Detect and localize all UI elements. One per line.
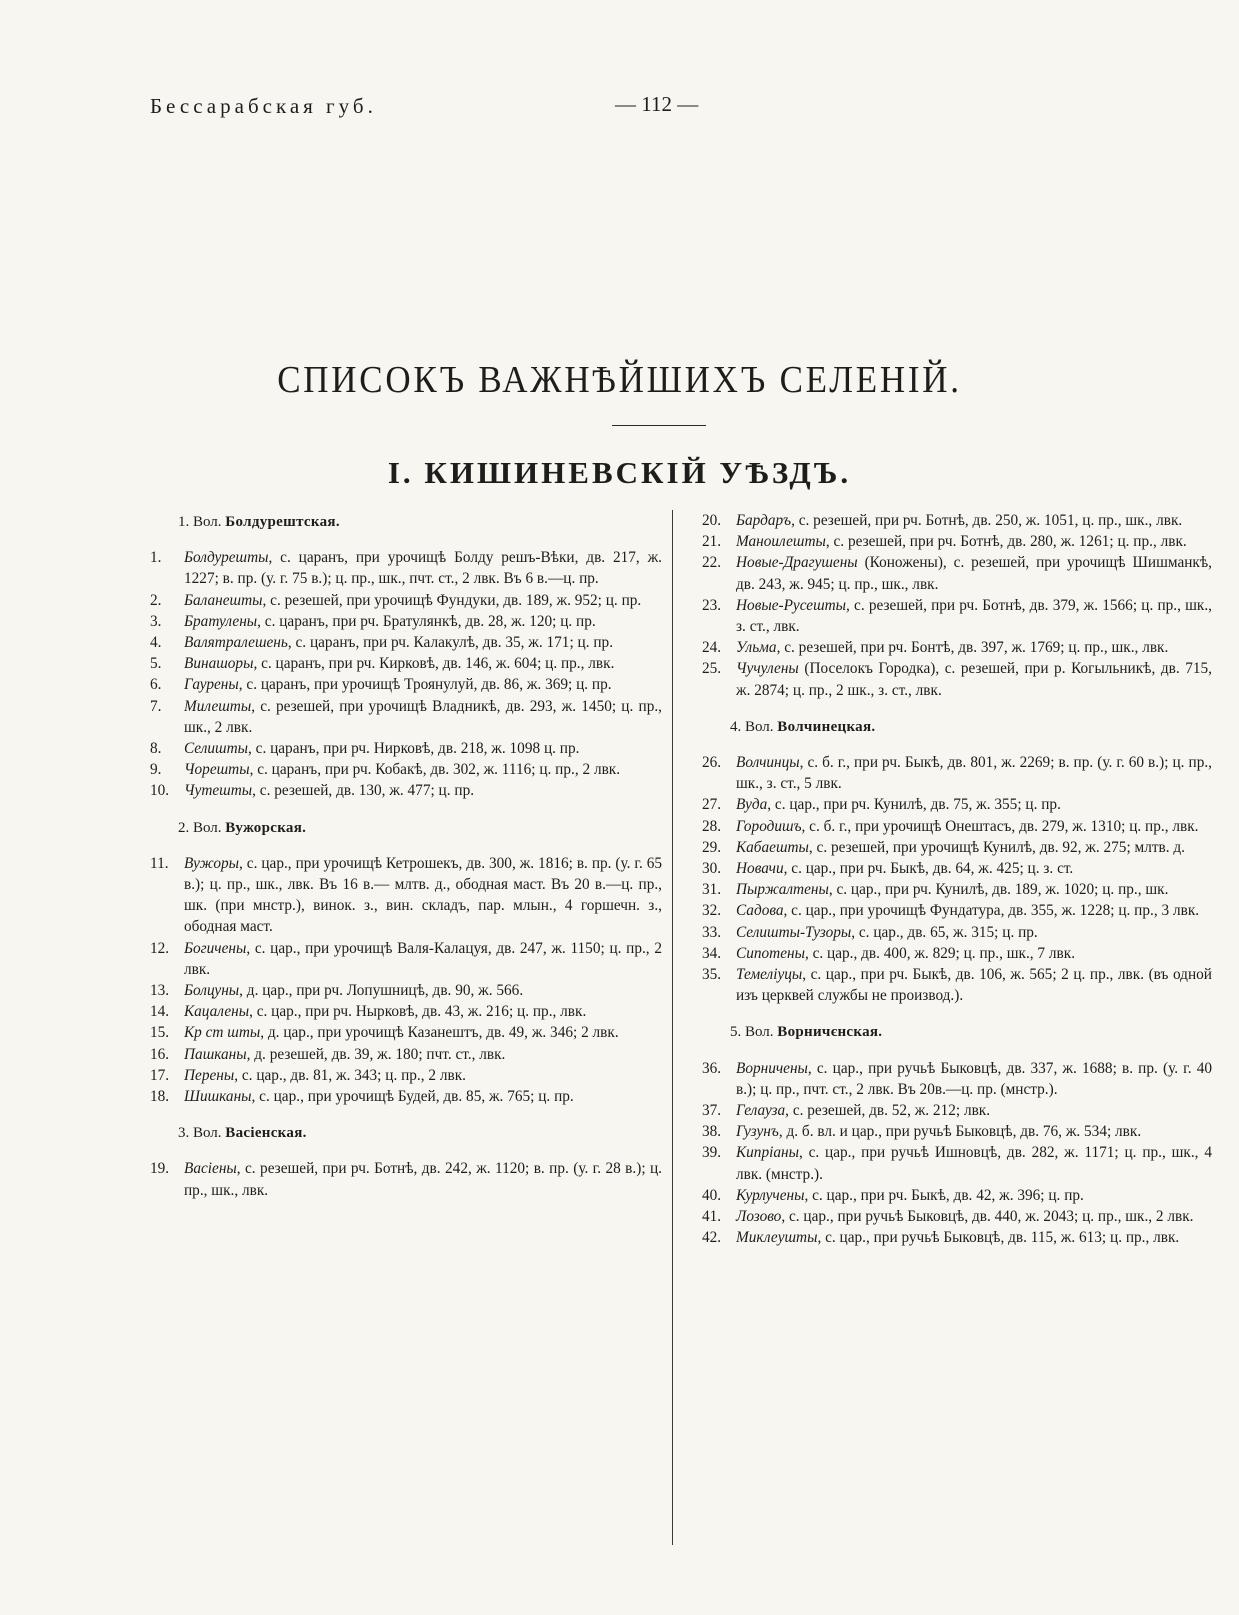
settlement-entry bbox=[150, 1158, 662, 1200]
settlement-details: , с. цар., при рч. Быкѣ, дв. 42, ж. 396; ц. пр. bbox=[804, 1186, 1084, 1204]
settlement-entry bbox=[702, 922, 1212, 943]
settlement-entry bbox=[702, 658, 1212, 700]
settlement-details: , с. цар., дв. 65, ж. 315; ц. пр. bbox=[851, 923, 1038, 941]
settlement-details: , с. царанъ, при рч. Кобакѣ, дв. 302, ж. 1116; ц. пр., 2 лвк. bbox=[249, 761, 621, 779]
volost-number: 5. Вол. bbox=[730, 1024, 778, 1041]
volost-name: Ворничєнская. bbox=[777, 1024, 883, 1041]
settlement-entry bbox=[702, 595, 1212, 637]
settlement-name: Кабаешты bbox=[736, 838, 809, 856]
settlement-name: Новые-Русешты, bbox=[736, 596, 850, 614]
entry-number: 29. bbox=[702, 838, 722, 856]
entry-number: 18. bbox=[150, 1088, 170, 1106]
settlement-entry bbox=[702, 1185, 1212, 1206]
entry-number: 7. bbox=[150, 697, 162, 715]
settlement-details: , с. цар., при ручьѣ Быковцѣ, дв. 440, ж. 2043; ц. пр., шк., 2 лвк. bbox=[781, 1208, 1194, 1226]
volost-heading bbox=[150, 512, 662, 533]
settlement-name: Селишты-Тузоры bbox=[736, 923, 852, 941]
settlement-entry bbox=[150, 674, 662, 695]
settlement-name: Милешты bbox=[184, 697, 252, 715]
settlement-details: , с. цар., при урочищѣ Кетрошекъ, дв. 300, ж. 1816; в. пр. (у. г. 65 в.); ц. пр., шк., лвк. Въ 16 в.— млтв. д., ободная маст. Въ 20 в.—ц. пр., шк. (при мнстр.), винок. з., вин. складъ, пар. млын., 4 горшечн. з., ободная маст. bbox=[184, 854, 662, 936]
settlement-entry bbox=[150, 547, 662, 589]
entry-number: 17. bbox=[150, 1066, 170, 1084]
settlement-details: , д. б. вл. и цар., при ручьѣ Быковцѣ, дв. 76, ж. 534; лвк. bbox=[778, 1123, 1142, 1141]
settlement-entry bbox=[702, 900, 1212, 921]
entry-number: 33. bbox=[702, 923, 722, 941]
settlement-details: (Поселокъ Городка), с. резешей, при р. Когыльникѣ, дв. 715, ж. 2874; ц. пр., 2 шк., з. ст., лвк. bbox=[736, 660, 1212, 699]
entry-number: 32. bbox=[702, 902, 722, 920]
settlement-name: Лозово bbox=[736, 1208, 782, 1226]
volost-name: Васіенская. bbox=[225, 1125, 307, 1142]
settlement-entry bbox=[702, 794, 1212, 815]
settlement-entry bbox=[702, 752, 1212, 794]
settlement-entry bbox=[150, 1001, 662, 1022]
volost-number: 3. Вол. bbox=[178, 1125, 226, 1142]
volost-name: Болдурештская. bbox=[225, 514, 340, 530]
settlement-name: Кр ст шты bbox=[184, 1024, 261, 1042]
settlement-name: Кацалены bbox=[184, 1003, 250, 1021]
settlement-details: , с. резешей, при рч. Ботнѣ, дв. 242, ж. 1120; в. пр. (у. г. 28 в.); ц. пр., шк., лвк. bbox=[184, 1160, 662, 1199]
settlement-entry bbox=[702, 510, 1212, 531]
settlement-name: Валятралешень bbox=[184, 634, 288, 652]
settlement-entry bbox=[150, 738, 662, 759]
settlement-details: , с. царанъ, при рч. Кирковѣ, дв. 146, ж. 604; ц. пр., лвк. bbox=[253, 655, 615, 673]
settlement-name: Новачи bbox=[736, 860, 784, 878]
settlement-name: Винашоры bbox=[184, 655, 254, 673]
settlement-name: Бардаръ bbox=[736, 512, 792, 529]
settlement-name: Курлучены bbox=[736, 1186, 805, 1204]
settlement-details: с. резешей, при рч. Ботнѣ, дв. 379, ж. 1566; ц. пр., шк., з. ст., лвк. bbox=[736, 596, 1212, 636]
settlement-details: , с. резешей, при рч. Ботнѣ, дв. 250, ж. 1051, ц. пр., шк., лвк. bbox=[791, 512, 1183, 529]
settlement-entry bbox=[702, 1206, 1212, 1227]
entry-number: 22. bbox=[702, 554, 722, 572]
settlement-entry bbox=[702, 837, 1212, 858]
settlement-entry bbox=[150, 780, 662, 801]
settlement-name: Перены bbox=[184, 1066, 235, 1084]
settlement-details: , с. резешей, при рч. Бонтѣ, дв. 397, ж. 1769; ц. пр., шк., лвк. bbox=[776, 639, 1169, 657]
settlement-entry bbox=[702, 1121, 1212, 1142]
settlement-details: , с. царанъ, при рч. Калакулѣ, дв. 35, ж. 171; ц. пр. bbox=[287, 634, 614, 652]
settlement-name: Шишканы bbox=[184, 1088, 252, 1106]
settlement-details: , с. цар., дв. 400, ж. 829; ц. пр., шк., 7 лвк. bbox=[804, 944, 1076, 962]
volost-heading bbox=[702, 717, 1212, 738]
entry-number: 14. bbox=[150, 1003, 170, 1021]
settlement-name: Миклеушты bbox=[736, 1229, 818, 1247]
settlement-entry bbox=[702, 858, 1212, 879]
entry-number: 2. bbox=[150, 591, 162, 609]
settlement-name: Садова bbox=[736, 902, 784, 920]
settlement-name: Маноилешты bbox=[736, 533, 826, 551]
settlement-details: , д. цар., при урочищѣ Казанештъ, дв. 49, ж. 346; 2 лвк. bbox=[260, 1024, 619, 1042]
settlement-details: д. резешей, дв. 39, ж. 180; пчт. ст., лвк. bbox=[250, 1045, 506, 1063]
settlement-entry bbox=[150, 1065, 662, 1086]
title-divider bbox=[612, 425, 706, 426]
entry-number: 31. bbox=[702, 881, 722, 899]
settlement-name: Вужоры bbox=[184, 854, 240, 872]
settlement-details: , с. царанъ, при рч. Братулянкѣ, дв. 28, ж. 120; ц. пр. bbox=[257, 612, 596, 630]
settlement-details: , с. цар., при ручьѣ Быковцѣ, дв. 337, ж. 1688; в. пр. (у. г. 40 в.); ц. пр., пчт. ст., 2 лвк. Въ 20в.—ц. пр. (мнстр.). bbox=[736, 1059, 1212, 1098]
settlement-details: , с. резешей, при урочищѣ Фундуки, дв. 189, ж. 952; ц. пр. bbox=[262, 591, 642, 609]
volost-name: Волчинецкая. bbox=[777, 718, 876, 735]
settlement-entry bbox=[150, 632, 662, 653]
entry-number: 37. bbox=[702, 1102, 722, 1120]
entry-number: 5. bbox=[150, 655, 162, 673]
volost-heading bbox=[150, 818, 662, 839]
settlement-details: , с. б. г., при рч. Быкѣ, дв. 801, ж. 2269; в. пр. (у. г. 60 в.); ц. пр., шк., з. ст., 5 лвк. bbox=[736, 754, 1212, 793]
entry-number: 11. bbox=[150, 854, 169, 872]
entry-number: 16. bbox=[150, 1045, 170, 1063]
settlement-name: Гузунъ bbox=[736, 1123, 779, 1141]
settlement-entry bbox=[702, 964, 1212, 1006]
entry-number: 25. bbox=[702, 660, 722, 678]
settlement-details: , с. резешей, при рч. Ботнѣ, дв. 280, ж. 1261; ц. пр., лвк. bbox=[825, 533, 1187, 551]
entry-number: 30. bbox=[702, 860, 722, 878]
settlement-details: , с. цар., при рч. Кунилѣ, дв. 189, ж. 1020; ц. пр., шк. bbox=[828, 881, 1169, 899]
entry-number: 35. bbox=[702, 966, 722, 984]
settlement-entry bbox=[702, 1058, 1212, 1100]
page-number: — 112 — bbox=[615, 92, 699, 116]
entry-number: 42. bbox=[702, 1229, 722, 1247]
settlement-details: , с. царанъ, при урочищѣ Болду решъ-Вѣки, дв. 217, ж. 1227; в. пр. (у. г. 75 в.); ц. пр., шк., пчт. ст., 2 лвк. Въ 6 в.—ц. пр. bbox=[184, 549, 662, 588]
entry-number: 36. bbox=[702, 1059, 722, 1077]
settlement-name: Кипріаны bbox=[736, 1144, 799, 1162]
entry-number: 15. bbox=[150, 1024, 170, 1042]
settlement-details: , с. цар., при урочищѣ Валя-Калацуя, дв. 247, ж. 1150; ц. пр., 2 лвк. bbox=[184, 939, 662, 978]
settlement-name: Богичены bbox=[184, 939, 247, 957]
settlement-name: Братулены bbox=[184, 612, 258, 630]
settlement-entry bbox=[150, 980, 662, 1001]
settlement-details: , д. цар., при рч. Лопушницѣ, дв. 90, ж. 566. bbox=[239, 982, 524, 1000]
settlement-name: Гелауза bbox=[736, 1102, 786, 1120]
settlement-details: , с. царанъ, при рч. Нирковѣ, дв. 218, ж. 1098 ц. пр. bbox=[248, 740, 580, 758]
settlement-entry bbox=[702, 1100, 1212, 1121]
settlement-entry bbox=[702, 531, 1212, 552]
settlement-details: , с. резешей, при урочищѣ Кунилѣ, дв. 92, ж. 275; млтв. д. bbox=[808, 838, 1186, 856]
volost-name: Вужорская. bbox=[225, 819, 307, 836]
settlement-name: Пыржалтены bbox=[736, 881, 829, 899]
entry-number: 23. bbox=[702, 596, 722, 614]
settlement-entry bbox=[150, 759, 662, 780]
settlement-entry bbox=[150, 1022, 662, 1043]
settlement-entry bbox=[702, 1142, 1212, 1184]
settlement-details: , с. цар., при рч. Быкѣ, дв. 106, ж. 565; 2 ц. пр., лвк. (въ одной изъ церквей службы не производ.). bbox=[736, 966, 1212, 1005]
entry-number: 34. bbox=[702, 944, 722, 962]
settlement-name: Вуда bbox=[736, 796, 768, 814]
settlement-name: Сипотены bbox=[736, 944, 805, 962]
entry-number: 38. bbox=[702, 1123, 722, 1141]
entry-number: 24. bbox=[702, 639, 722, 657]
settlement-entry bbox=[150, 853, 662, 938]
settlement-entry bbox=[150, 938, 662, 980]
volost-heading bbox=[150, 1123, 662, 1144]
settlement-name: Городишъ bbox=[736, 817, 802, 835]
entry-number: 19. bbox=[150, 1160, 170, 1178]
column-divider bbox=[672, 510, 673, 1545]
entry-number: 41. bbox=[702, 1208, 722, 1226]
settlement-details: , с. цар., при рч. Кунилѣ, дв. 75, ж. 355; ц. пр. bbox=[767, 796, 1061, 814]
settlement-name: Чучулены bbox=[736, 660, 799, 678]
settlement-entry bbox=[150, 590, 662, 611]
entry-number: 27. bbox=[702, 796, 722, 814]
settlement-details: , с. резешей, дв. 52, ж. 212; лвк. bbox=[785, 1102, 991, 1120]
entry-number: 28. bbox=[702, 817, 722, 835]
settlement-name: Болцуны bbox=[184, 982, 240, 1000]
settlement-name: Волчинцы bbox=[736, 754, 800, 772]
settlement-entry bbox=[150, 696, 662, 738]
settlement-entry bbox=[150, 1086, 662, 1107]
entry-number: 20. bbox=[702, 512, 722, 529]
settlement-details: , с. цар., при ручьѣ Быковцѣ, дв. 115, ж. 613; ц. пр., лвк. bbox=[817, 1229, 1180, 1247]
settlement-entry bbox=[702, 1227, 1212, 1248]
settlement-entry bbox=[702, 943, 1212, 964]
settlement-details: , с. цар., при рч. Нырковѣ, дв. 43, ж. 216; ц. пр., лвк. bbox=[249, 1003, 587, 1021]
volost-number: 2. Вол. bbox=[178, 819, 226, 836]
district-heading: I. КИШИНЕВСКІЙ УѢЗДЪ. bbox=[387, 455, 852, 490]
running-head: Бессарабская губ. bbox=[150, 94, 377, 118]
settlement-name: Ульма bbox=[736, 639, 777, 657]
settlement-name: Васіены bbox=[184, 1160, 237, 1178]
settlement-name: Чорешты bbox=[184, 761, 250, 779]
settlement-details: , с. цар., при урочищѣ Фундатура, дв. 355, ж. 1228; ц. пр., 3 лвк. bbox=[783, 902, 1200, 920]
settlement-name: Баланешты bbox=[184, 591, 263, 609]
settlement-entry bbox=[150, 653, 662, 674]
volost-heading bbox=[702, 1022, 1212, 1043]
settlement-details: , с. цар., дв. 81, ж. 343; ц. пр., 2 лвк. bbox=[234, 1066, 466, 1084]
entry-number: 4. bbox=[150, 634, 162, 652]
entry-number: 40. bbox=[702, 1186, 722, 1204]
settlement-details: , с. цар., при рч. Быкѣ, дв. 64, ж. 425; ц. з. ст. bbox=[783, 860, 1074, 878]
entry-number: 8. bbox=[150, 740, 162, 758]
settlement-details: , с. цар., при урочищѣ Будей, дв. 85, ж. 765; ц. пр. bbox=[251, 1088, 574, 1106]
settlement-details: (Коножены), с. резешей, при урочищѣ Шишманкѣ, дв. 243, ж. 945; ц. пр., шк., лвк. bbox=[736, 554, 1212, 593]
volost-number: 4. Вол. bbox=[730, 718, 778, 735]
settlement-name: Темелiуцы bbox=[736, 966, 803, 984]
settlement-details: , с. резешей, дв. 130, ж. 477; ц. пр. bbox=[252, 782, 475, 800]
settlement-name: Новые-Драгушены bbox=[736, 554, 858, 572]
right-column bbox=[702, 510, 1212, 1249]
settlement-details: , с. резешей, при урочищѣ Владникѣ, дв. 293, ж. 1450; ц. пр., шк., 2 лвк. bbox=[184, 697, 662, 736]
entry-number: 12. bbox=[150, 939, 170, 957]
settlement-name: Болдурешты bbox=[184, 549, 269, 567]
settlement-entry bbox=[702, 879, 1212, 900]
entry-number: 21. bbox=[702, 533, 722, 551]
entry-number: 3. bbox=[150, 612, 162, 630]
entry-number: 9. bbox=[150, 761, 162, 779]
settlement-entry bbox=[150, 611, 662, 632]
volost-number: 1. Вол. bbox=[178, 514, 226, 530]
settlement-name: Гаурены bbox=[184, 676, 239, 694]
settlement-entry bbox=[702, 637, 1212, 658]
entry-number: 10. bbox=[150, 782, 170, 800]
settlement-details: , с. цар., при ручьѣ Ишновцѣ, дв. 282, ж. 1171; ц. пр., шк., 4 лвк. (мнстр.). bbox=[736, 1144, 1212, 1183]
settlement-entry bbox=[702, 552, 1212, 594]
settlement-entry bbox=[702, 816, 1212, 837]
settlement-name: Пашканы, bbox=[184, 1045, 251, 1063]
settlement-name: Чутешты bbox=[184, 782, 253, 800]
settlement-details: , с. царанъ, при урочищѣ Троянулуй, дв. 86, ж. 369; ц. пр. bbox=[238, 676, 612, 694]
left-column bbox=[150, 510, 662, 1201]
page-title: СПИСОКЪ ВАЖНѢЙШИХЪ СЕЛЕНІЙ. bbox=[277, 359, 962, 401]
settlement-details: , с. б. г., при урочищѣ Онештасъ, дв. 279, ж. 1310; ц. пр., лвк. bbox=[801, 817, 1199, 835]
entry-number: 39. bbox=[702, 1144, 722, 1162]
entry-number: 26. bbox=[702, 754, 722, 772]
entry-number: 1. bbox=[150, 549, 162, 567]
settlement-name: Ворничены bbox=[736, 1059, 808, 1077]
settlement-name: Селишты bbox=[184, 740, 248, 758]
settlement-entry bbox=[150, 1044, 662, 1065]
entry-number: 13. bbox=[150, 982, 170, 1000]
entry-number: 6. bbox=[150, 676, 162, 694]
